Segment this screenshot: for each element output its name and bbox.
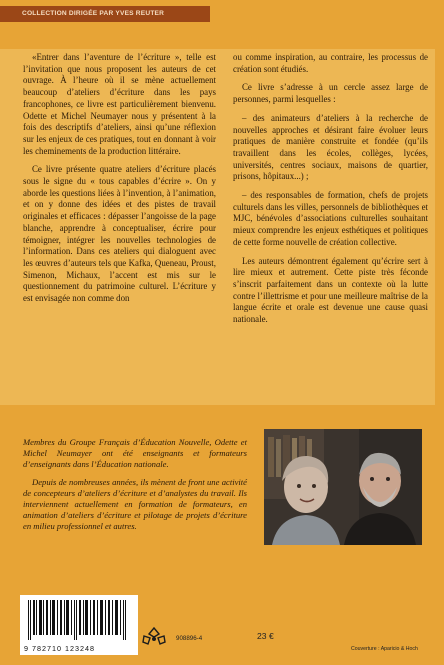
- author-bio: [23, 437, 247, 533]
- isbn-code: 908896-4: [176, 635, 203, 642]
- bio-paragraph-members: Membres du Groupe Français d’Éducation Nouvelle, Odette et Michel Neumayer ont été enseignants et formateurs d’enseignants dans l’Éducation nationale.: [23, 437, 247, 470]
- paragraph-continuation: ou comme inspiration, au contraire, les processus de création sont étudiés.: [233, 52, 428, 74]
- audience-item-animateurs: – des animateurs d’ateliers à la recherche de nouvelles approches et désirant faire évoluer leurs pratiques de manière construite et fondée (qu’ils travaillent dans les écoles, collèges, lycées, universités, centres sociaux, maisons de quartier, prisons, hôpitaux...) ;: [233, 112, 428, 182]
- paragraph-audience: Ce livre s’adresse à un cercle assez large de personnes, parmi lesquelles :: [233, 82, 428, 105]
- author-photo: [264, 429, 422, 545]
- paragraph-conclusion: Les auteurs démontrent également qu’écrire sert à lire mieux et autrement. Cette piste très féconde s’inscrit parfaitement dans un contexte où la lutte contre l’illettrisme et pour une meilleure maîtrise de la langue écrite et orale est devenue une cause quasi nationale.: [233, 255, 428, 325]
- paragraph-ateliers: Ce livre présente quatre ateliers d’écriture placés sous le signe du « tous capables d’écrire ». On y aborde les questions liées à l’invention, à l’animation, et on y donne des idées et des pistes de travail originales et efficaces : dépasser l’angoisse de la page blanche, apprendre à conceptualiser, écrire pour témoigner, intégrer les nouvelles technologies de l’information. Dans ces ateliers qui dialoguent avec les œuvres d’auteurs tels que Kafka, Queneau, Proust, Simenon, Michaux, l’accent est mis sur le questionnement du patrimoine culturel. L’écriture y est envisagée non comme don: [23, 164, 216, 304]
- publisher-logo-icon: [141, 626, 167, 653]
- bio-paragraph-activity: Depuis de nombreuses années, ils mènent de front une activité de concepteurs d’ateliers d’écriture et d’analystes du travail. Ils interviennent actuellement en formation de formateurs, en animation d’ateliers d’écriture et pilotage de projets d’écriture en milieu professionnel et autres.: [23, 476, 247, 532]
- right-text-column: [233, 52, 428, 326]
- audience-item-responsables: – des responsables de formation, chefs de projets culturels dans les villes, personnels de bibliothèques et MJC, bénévoles d’associations culturelles souhaitant mieux comprendre les enjeux esthétiques et politiques de cette forme nouvelle de création collective.: [233, 190, 428, 247]
- paragraph-intro: «Entrer dans l’aventure de l’écriture », telle est l’invitation que nous proposent les auteurs de cet ouvrage. À l’heure où il se mène actuellement beaucoup d’ateliers d’écriture dans les pays francophones, ce livre est particulièrement bienvenu. Odette et Michel Neumayer nous y présentent à la fois des descriptifs d’ateliers, ainsi qu’une réflexion sur les enjeux de ces pratiques, tout en donnant à voir les cheminements de la production littéraire.: [23, 52, 216, 156]
- left-text-column: [23, 52, 216, 305]
- cover-credit: Couverture : Aparicio & Hoch: [351, 646, 418, 652]
- barcode-number: 9 782710 123248: [24, 644, 95, 653]
- price: 23 €: [257, 631, 274, 641]
- collection-label: COLLECTION DIRIGÉE PAR YVES REUTER: [0, 6, 210, 22]
